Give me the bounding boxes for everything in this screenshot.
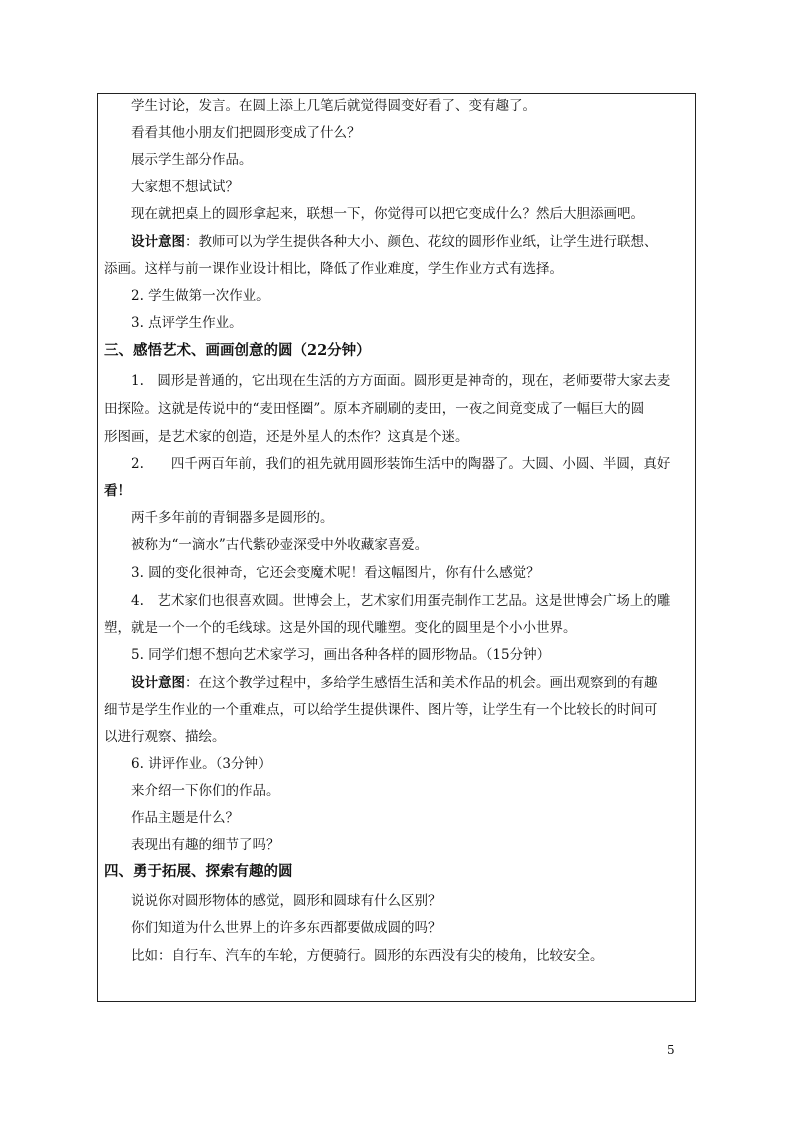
text-line: 两千多年前的青铜器多是圆形的。 — [131, 510, 334, 526]
text-line: 你们知道为什么世界上的许多东西都要做成圆的吗？ — [131, 920, 442, 936]
text-line: 细节是学生作业的一个重难点，可以给学生提供课件、图片等，让学生有一个比较长的时间可 — [104, 702, 658, 718]
text-line: 表现出有趣的细节了吗？ — [131, 837, 280, 853]
text-line: 作品主题是什么？ — [131, 810, 239, 826]
text-line: 3. 点评学生作业。 — [131, 315, 243, 331]
text-line: 塑，就是一个一个的毛线球。这是外国的现代雕塑。变化的圆里是个小小世界。 — [104, 620, 577, 636]
design-intent-label: 设计意图 — [131, 234, 185, 250]
text-line: 添画。这样与前一课作业设计相比，降低了作业难度，学生作业方式有选择。 — [104, 261, 563, 277]
text-line: 看！ — [104, 483, 131, 499]
text-line: 被称为“一滴水”古代紫砂壶深受中外收藏家喜爱。 — [131, 537, 429, 553]
section-heading: 四、勇于拓展、探索有趣的圆 — [104, 863, 293, 880]
text-line: 5. 同学们想不想向艺术家学习，画出各种各样的圆形物品。（15分钟） — [131, 647, 551, 663]
text-line: 比如：自行车、汽车的车轮，方便骑行。圆形的东西没有尖的棱角，比较安全。 — [131, 948, 604, 964]
text-line: 1. 圆形是普通的，它出现在生活的方方面面。圆形更是神奇的，现在，老师要带大家去麦 — [131, 373, 671, 389]
text-line: 2. 学生做第一次作业。 — [131, 288, 270, 304]
section-heading: 三、感悟艺术、画画创意的圆（22分钟） — [104, 342, 371, 359]
page-number: 5 — [667, 1043, 675, 1057]
text-line: 说说你对圆形物体的感觉，圆形和圆球有什么区别？ — [131, 893, 442, 909]
design-intent-line — [131, 673, 658, 693]
text-line: 展示学生部分作品。 — [131, 152, 253, 168]
text-line: 大家想不想试试？ — [131, 179, 239, 195]
text-line: 来介绍一下你们的作品。 — [131, 783, 280, 799]
text-line: 学生讨论，发言。在圆上添上几笔后就觉得圆变好看了、变有趣了。 — [131, 98, 536, 114]
text-line: 6. 讲评作业。（3分钟） — [131, 756, 272, 772]
design-intent-line — [131, 232, 658, 252]
text-line: 以进行观察、描绘。 — [104, 729, 226, 745]
text-line: 田探险。这就是传说中的“麦田怪圈”。原本齐刷刷的麦田，一夜之间竟变成了一幅巨大的圆 — [104, 401, 645, 417]
text-line: 4. 艺术家们也很喜欢圆。世博会上，艺术家们用蛋壳制作工艺品。这是世博会广场上的雕 — [131, 593, 671, 609]
design-intent-text: ：在这个教学过程中，多给学生感悟生活和美术作品的机会。画出观察到的有趣 — [185, 675, 658, 691]
design-intent-text: ：教师可以为学生提供各种大小、颜色、花纹的圆形作业纸，让学生进行联想、 — [185, 234, 658, 250]
text-line: 3. 圆的变化很神奇，它还会变魔术呢！看这幅图片，你有什么感觉？ — [131, 565, 540, 581]
design-intent-label: 设计意图 — [131, 675, 185, 691]
text-line: 看看其他小朋友们把圆形变成了什么？ — [131, 125, 361, 141]
text-line: 形图画，是艺术家的创造，还是外星人的杰作？这真是个迷。 — [104, 429, 469, 445]
text-line: 2. 四千两百年前，我们的祖先就用圆形装饰生活中的陶器了。大圆、小圆、半圆，真好 — [131, 456, 671, 472]
text-line: 现在就把桌上的圆形拿起来，联想一下，你觉得可以把它变成什么？然后大胆添画吧。 — [131, 206, 644, 222]
